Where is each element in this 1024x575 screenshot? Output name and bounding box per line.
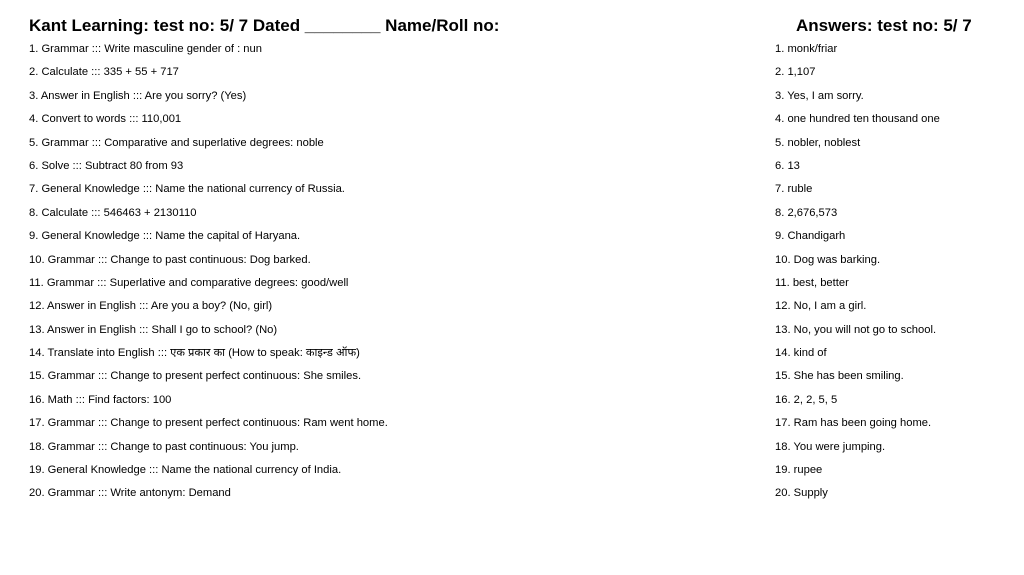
question-item: 15. Grammar ::: Change to present perfect continuous: She smiles.: [29, 370, 362, 383]
question-item: 18. Grammar ::: Change to past continuous: You jump.: [29, 440, 299, 453]
question-item: 14. Translate into English ::: एक प्रकार का (How to speak: काइन्ड ऑफ): [29, 347, 360, 360]
question-item: 1. Grammar ::: Write masculine gender of : nun: [29, 43, 262, 55]
answer-item: 4. one hundred ten thousand one: [775, 113, 940, 126]
question-item: 20. Grammar ::: Write antonym: Demand: [29, 487, 231, 500]
question-item: 6. Solve ::: Subtract 80 from 93: [29, 159, 184, 172]
answer-item: 17. Ram has been going home.: [775, 417, 932, 430]
answer-item: 10. Dog was barking.: [775, 253, 881, 266]
question-item: 4. Convert to words ::: 110,001: [29, 113, 182, 126]
answer-item: 5. nobler, noblest: [775, 136, 861, 149]
answer-item: 20. Supply: [775, 487, 828, 500]
answer-item: 12. No, I am a girl.: [775, 300, 867, 313]
question-item: 11. Grammar ::: Superlative and comparative degrees: good/well: [29, 276, 349, 289]
answer-item: 11. best, better: [775, 276, 849, 289]
question-item: 9. General Knowledge ::: Name the capital of Haryana.: [29, 230, 301, 243]
answer-item: 9. Chandigarh: [775, 230, 846, 243]
question-item: 16. Math ::: Find factors: 100: [29, 393, 172, 406]
answer-item: 2. 1,107: [775, 66, 816, 79]
answer-item: 3. Yes, I am sorry.: [775, 89, 864, 102]
question-item: 7. General Knowledge ::: Name the national currency of Russia.: [29, 183, 345, 196]
answer-item: 1. monk/friar: [775, 43, 838, 55]
questions-list: [29, 42, 749, 510]
question-item: 17. Grammar ::: Change to present perfect continuous: Ram went home.: [29, 417, 388, 430]
answer-item: 16. 2, 2, 5, 5: [775, 393, 838, 406]
answer-item: 14. kind of: [775, 347, 827, 360]
answer-item: 15. She has been smiling.: [775, 370, 904, 383]
question-item: 19. General Knowledge ::: Name the national currency of India.: [29, 464, 342, 477]
answers-list: [775, 42, 1015, 510]
question-item: 12. Answer in English ::: Are you a boy? (No, girl): [29, 300, 273, 313]
question-item: 5. Grammar ::: Comparative and superlative degrees: noble: [29, 136, 324, 149]
answer-item: 6. 13: [775, 159, 800, 172]
answer-item: 13. No, you will not go to school.: [775, 323, 937, 336]
answer-item: 7. ruble: [775, 183, 813, 196]
answer-item: 18. You were jumping.: [775, 440, 886, 453]
question-item: 2. Calculate ::: 335 + 55 + 717: [29, 66, 179, 79]
test-title: Kant Learning: test no: 5/ 7 Dated ________ Name/Roll no:: [29, 16, 500, 35]
question-item: 10. Grammar ::: Change to past continuous: Dog barked.: [29, 253, 311, 266]
question-item: 3. Answer in English ::: Are you sorry? (Yes): [29, 89, 247, 102]
question-item: 8. Calculate ::: 546463 + 2130110: [29, 206, 197, 219]
question-item: 13. Answer in English ::: Shall I go to school? (No): [29, 323, 278, 336]
answers-title: Answers: test no: 5/ 7: [796, 16, 972, 35]
answer-item: 19. rupee: [775, 464, 823, 477]
answer-item: 8. 2,676,573: [775, 206, 838, 219]
